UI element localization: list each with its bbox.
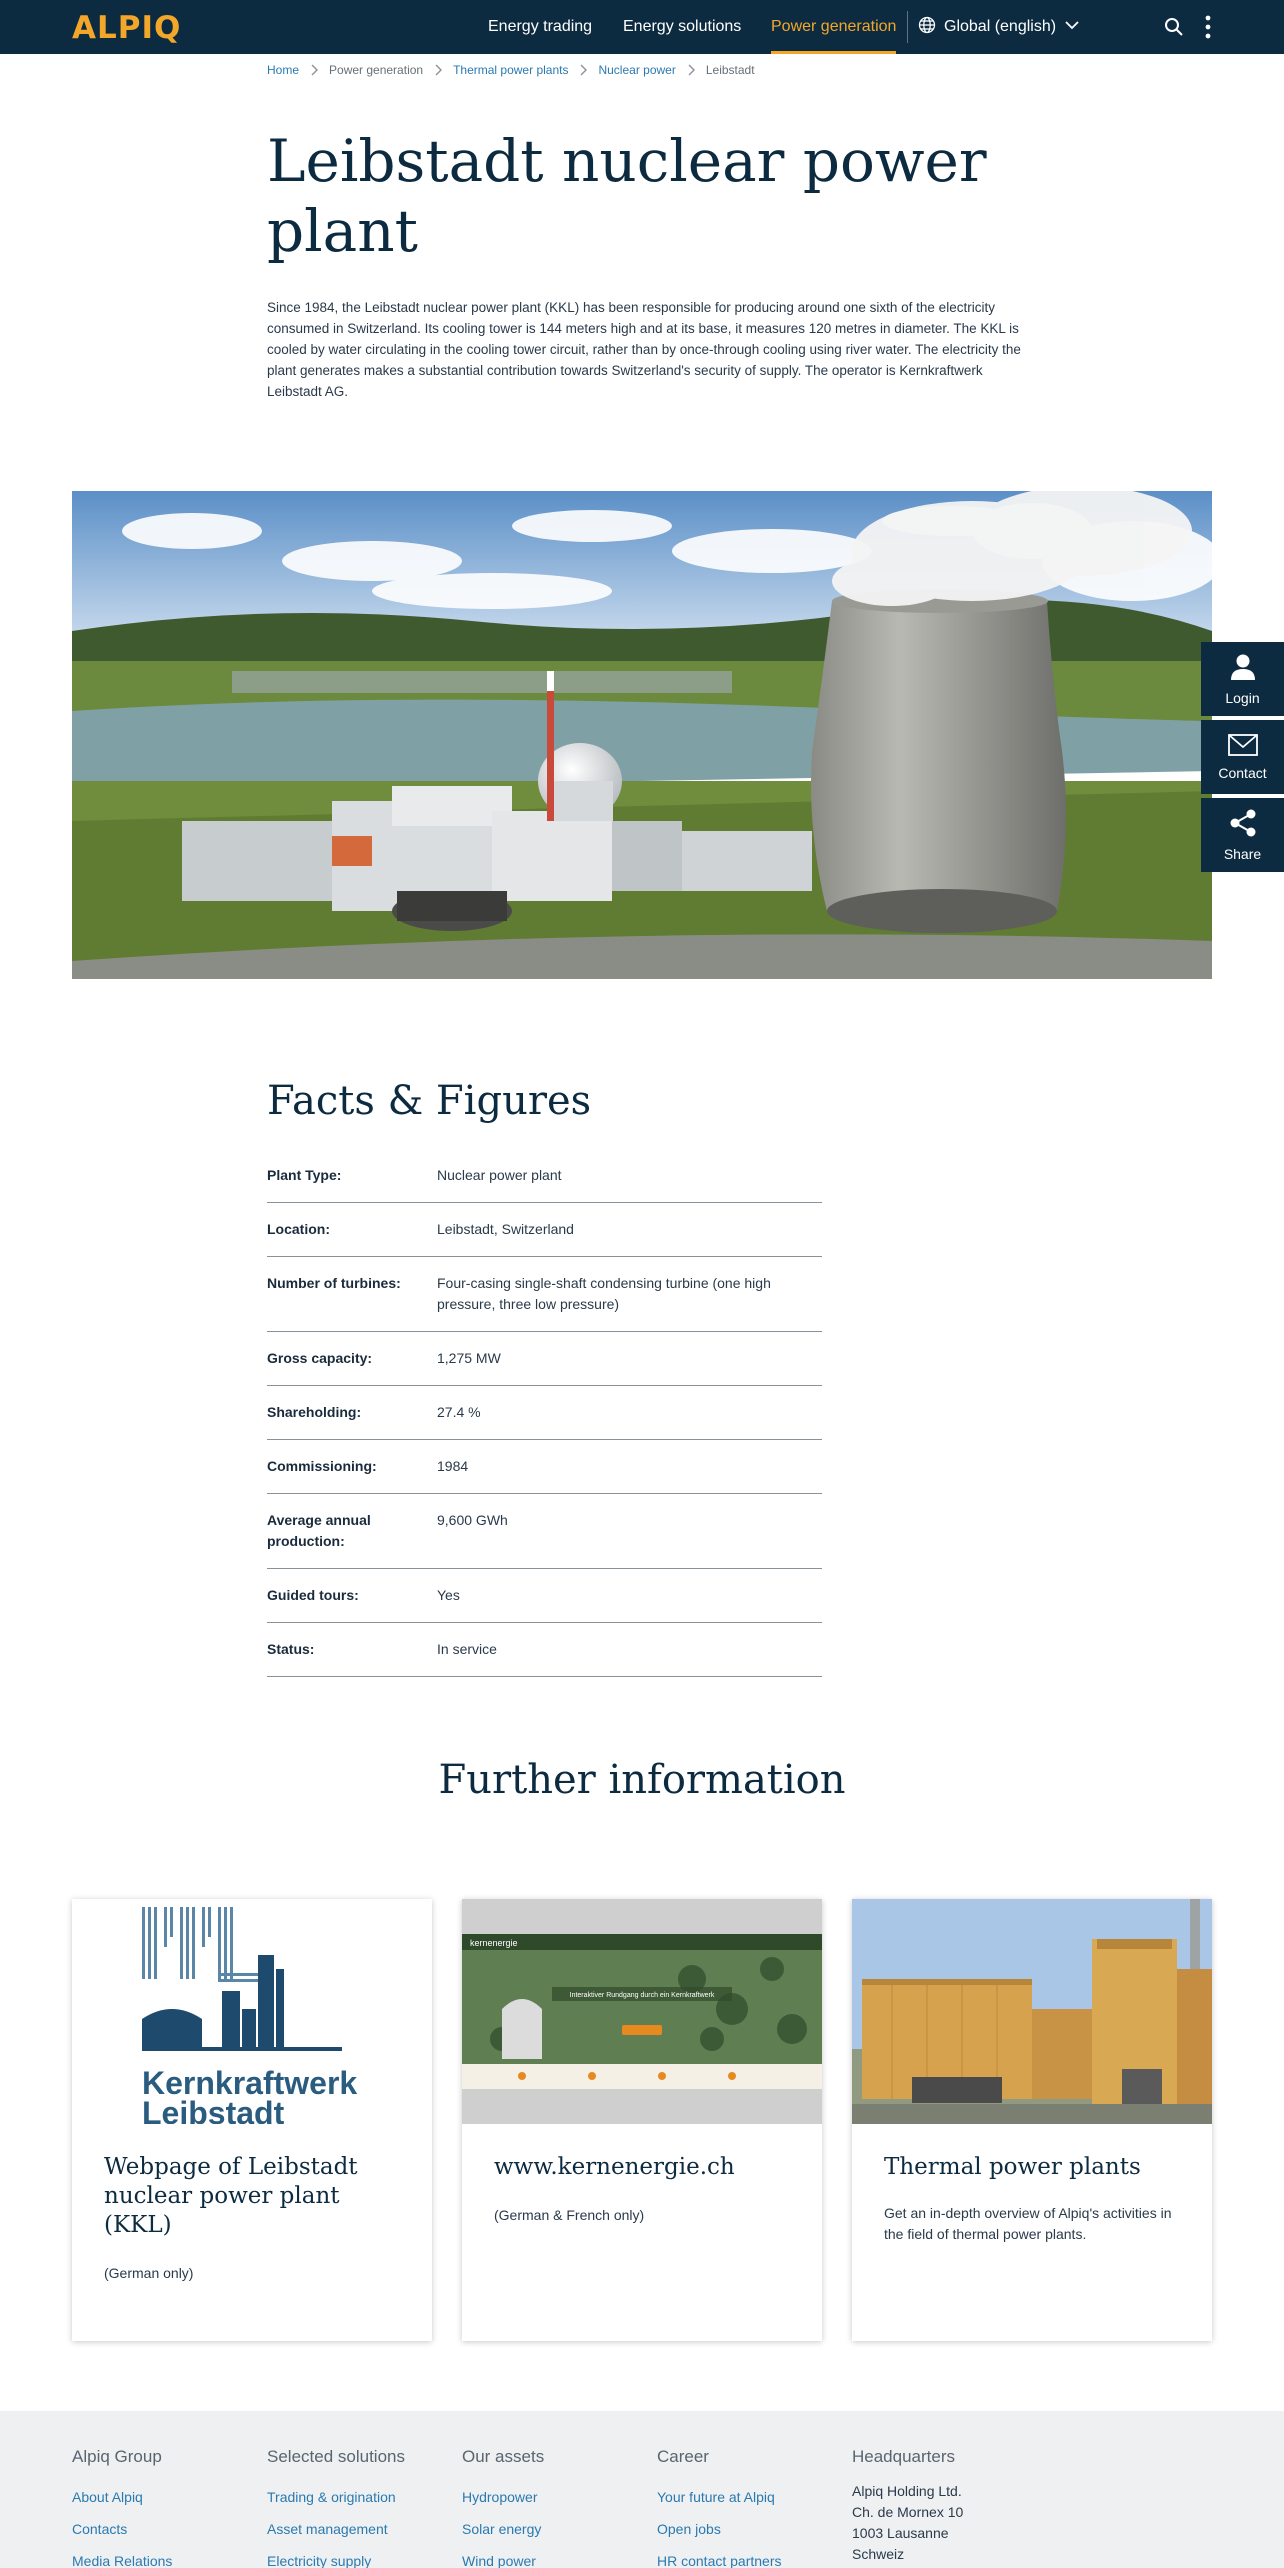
footer-heading: Career	[657, 2447, 709, 2466]
facts-title: Facts & Figures	[267, 1078, 592, 1124]
chevron-right-icon	[568, 64, 598, 76]
fact-value: 1,275 MW	[437, 1350, 501, 1366]
fact-value: Leibstadt, Switzerland	[437, 1221, 574, 1237]
page-title: Leibstadt nuclear power plant	[267, 127, 987, 265]
footer	[0, 2411, 1284, 2568]
card-title[interactable]: Webpage of Leibstadt nuclear power plant (KKL)	[104, 2154, 358, 2238]
breadcrumb-thermal-power-plants[interactable]: Thermal power plants	[453, 63, 569, 77]
footer-link[interactable]: Wind power	[462, 2553, 536, 2568]
footer-link[interactable]: HR contact partners	[657, 2553, 782, 2568]
nav-divider	[907, 11, 908, 43]
contact-button[interactable]	[1201, 720, 1284, 794]
footer-link[interactable]: Media Relations	[72, 2553, 173, 2568]
footer-heading: Alpiq Group	[72, 2447, 162, 2466]
footer-link[interactable]: Solar energy	[462, 2521, 542, 2537]
fact-value: 1984	[437, 1458, 469, 1474]
fact-row-status	[267, 1623, 822, 1677]
card-thermal-power-plants[interactable]	[852, 1899, 1212, 2341]
fact-row-location	[267, 1203, 822, 1257]
share-icon	[1229, 809, 1257, 840]
search-icon[interactable]	[1161, 14, 1187, 40]
chevron-right-icon	[423, 64, 453, 76]
further-information-title: Further information	[438, 1757, 846, 1803]
footer-link[interactable]: Your future at Alpiq	[657, 2489, 775, 2505]
footer-link[interactable]: Hydropower	[462, 2489, 538, 2505]
language-selector[interactable]	[918, 0, 1080, 54]
fact-label: Gross capacity:	[267, 1350, 373, 1366]
intro-paragraph: Since 1984, the Leibstadt nuclear power plant (KKL) has been responsible for producing around one sixth of the electricity consumed in Switzerland. Its cooling tower is 144 meters high and at its base, it measures 120 metres in diameter. The KKL is cooled by water circulating in the cooling tower circuit, rather than by once-through cooling using river water. The electricity the plant generates makes a substantial contribution towards Switzerland's security of supply. The operator is Kernkraftwerk Leibstadt AG.	[267, 300, 1021, 399]
footer-column-headquarters	[852, 2447, 963, 2565]
alpiq-logo[interactable]: ALPIQ	[72, 10, 182, 46]
fact-row-plant-type	[267, 1149, 822, 1203]
fact-value: Yes	[437, 1587, 460, 1603]
address-line: Ch. de Mornex 10	[852, 2504, 964, 2520]
chevron-down-icon	[1064, 18, 1080, 36]
kernenergie-screenshot-image	[462, 1899, 822, 2124]
nav-energy-trading[interactable]: Energy trading	[488, 18, 593, 35]
mail-icon	[1228, 734, 1258, 759]
share-label: Share	[1223, 845, 1262, 862]
fact-value: Nuclear power plant	[437, 1167, 562, 1183]
footer-column-alpiq-group	[72, 2447, 172, 2568]
footer-link[interactable]: Trading & origination	[267, 2489, 396, 2505]
address-line: Schweiz	[852, 2546, 905, 2562]
fact-label: Average annual production:	[267, 1512, 371, 1549]
language-label: Global (english)	[944, 18, 1057, 35]
login-label: Login	[1225, 689, 1260, 706]
breadcrumb	[267, 63, 755, 77]
card-text: (German only)	[104, 2265, 194, 2281]
fact-value: 9,600 GWh	[437, 1512, 508, 1528]
address-line: 1003 Lausanne	[852, 2525, 949, 2541]
footer-column-our-assets	[462, 2447, 544, 2568]
nav-energy-solutions[interactable]: Energy solutions	[623, 18, 742, 35]
kkl-logo-line2: Leibstadt	[142, 2095, 285, 2124]
card-title[interactable]: www.kernenergie.ch	[494, 2154, 735, 2180]
card-kernenergie[interactable]	[462, 1899, 822, 2341]
fact-row-guided-tours	[267, 1569, 822, 1623]
hero-image-power-plant	[72, 491, 1212, 979]
top-navigation	[0, 0, 1284, 54]
fact-row-gross-capacity	[267, 1332, 822, 1386]
card-text: Get an in-depth overview of Alpiq's activities in the field of thermal power plants.	[884, 2205, 1172, 2242]
fact-label: Shareholding:	[267, 1404, 362, 1420]
fact-row-turbines	[267, 1257, 822, 1332]
thermal-plant-image	[852, 1899, 1212, 2124]
fact-label: Location:	[267, 1221, 330, 1237]
nav-power-generation[interactable]: Power generation	[771, 0, 896, 54]
chevron-right-icon	[676, 64, 706, 76]
breadcrumb-home[interactable]: Home	[267, 63, 300, 77]
card-kkl-webpage[interactable]	[72, 1899, 432, 2341]
card-title[interactable]: Thermal power plants	[884, 2154, 1141, 2180]
address-line: Alpiq Holding Ltd.	[852, 2483, 962, 2499]
footer-link[interactable]: Open jobs	[657, 2521, 721, 2537]
footer-column-career	[657, 2447, 782, 2568]
fact-label: Guided tours:	[267, 1587, 359, 1603]
fact-value: 27.4 %	[437, 1404, 481, 1420]
fact-value: In service	[437, 1641, 497, 1657]
footer-link[interactable]: Electricity supply	[267, 2553, 372, 2568]
share-button[interactable]	[1201, 798, 1284, 872]
fact-row-annual-production	[267, 1494, 822, 1569]
kernenergie-brand: kernenergie	[470, 1938, 518, 1948]
more-vertical-icon[interactable]	[1195, 14, 1221, 40]
fact-row-commissioning	[267, 1440, 822, 1494]
fact-label: Status:	[267, 1641, 315, 1657]
fact-value: Four-casing single-shaft condensing turbine (one high pressure, three low pressure)	[437, 1275, 771, 1312]
user-icon	[1230, 653, 1256, 684]
fact-label: Commissioning:	[267, 1458, 377, 1474]
fact-label: Plant Type:	[267, 1167, 342, 1183]
facts-table	[267, 1149, 822, 1677]
footer-heading: Selected solutions	[267, 2447, 405, 2466]
breadcrumb-nuclear-power[interactable]: Nuclear power	[598, 63, 676, 77]
card-text: (German & French only)	[494, 2207, 645, 2223]
login-button[interactable]	[1201, 642, 1284, 716]
footer-link[interactable]: Contacts	[72, 2521, 128, 2537]
kkl-logo-image	[72, 1899, 432, 2124]
kernenergie-headline: Interaktiver Rundgang durch ein Kernkraftwerk	[569, 1992, 715, 1999]
breadcrumb-power-generation[interactable]: Power generation	[329, 63, 424, 77]
kkl-logo-line1: Kernkraftwerk	[142, 2065, 358, 2101]
fact-row-shareholding	[267, 1386, 822, 1440]
footer-link[interactable]: Asset management	[267, 2521, 388, 2537]
footer-column-selected-solutions	[267, 2447, 405, 2568]
footer-link[interactable]: About Alpiq	[72, 2489, 143, 2505]
fact-label: Number of turbines:	[267, 1275, 401, 1291]
footer-heading: Headquarters	[852, 2447, 956, 2466]
globe-icon	[918, 16, 936, 39]
contact-label: Contact	[1218, 764, 1267, 781]
chevron-right-icon	[299, 64, 329, 76]
footer-heading: Our assets	[462, 2447, 545, 2466]
breadcrumb-current: Leibstadt	[705, 63, 755, 77]
